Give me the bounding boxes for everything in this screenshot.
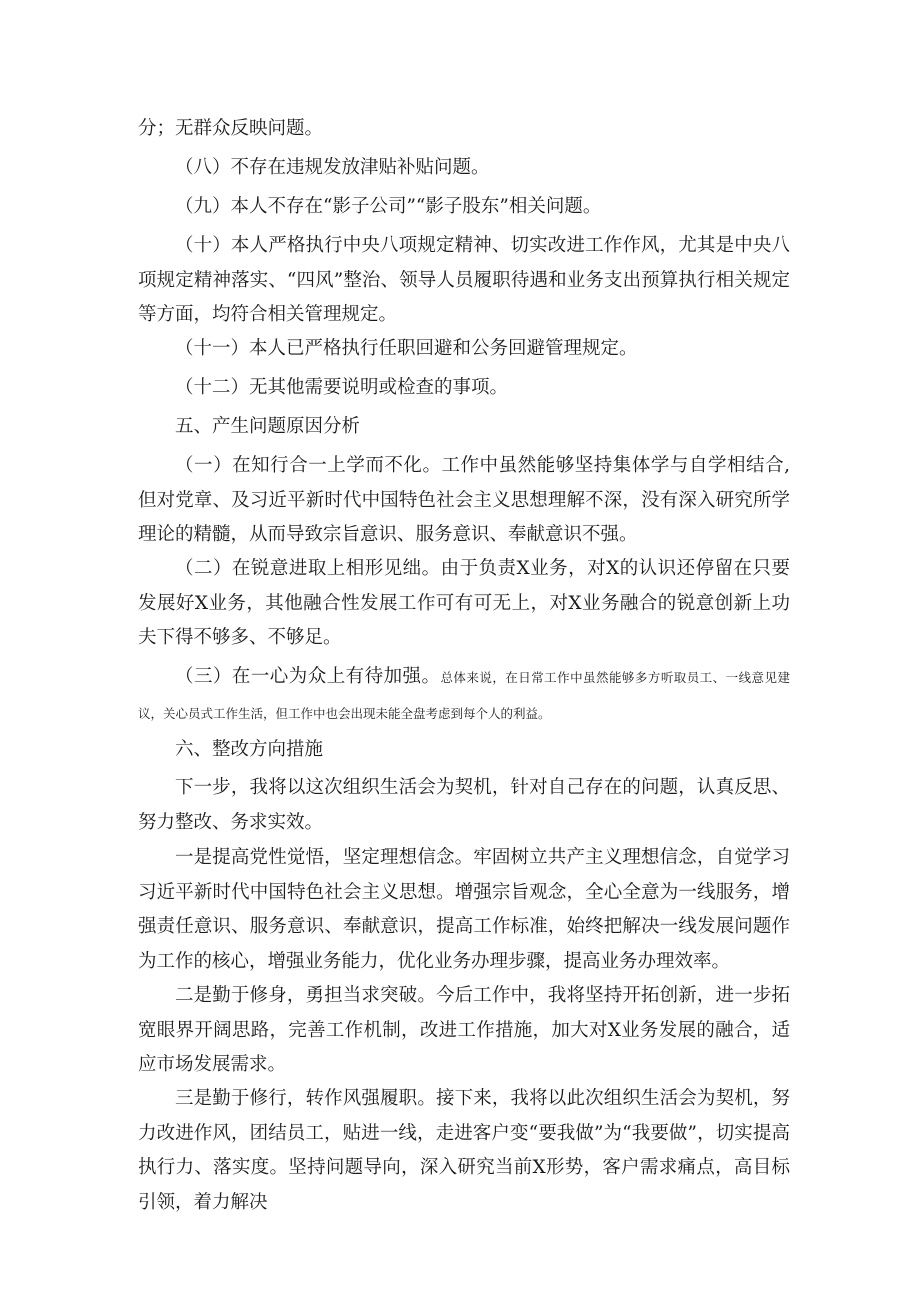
item-10: （十）本人严格执行中央八项规定精神、切实改进工作作风，尤其是中央八项规定精神落实、“四风”整治、领导人员履职待遇和业务支出预算执行相关规定等方面，均符合相关管理规定。 bbox=[138, 235, 790, 325]
measure-2: 二是勤于修身，勇担当求突破。今后工作中，我将坚持开拓创新，进一步拓宽眼界开阔思路，完善工作机制，改进工作措施，加大对X业务发展的融合，适应市场发展需求。 bbox=[138, 985, 790, 1075]
item-9: （九）本人不存在“影子公司”“影子股东”相关问题。 bbox=[175, 196, 602, 217]
section-heading-6: 六、整改方向措施 bbox=[175, 739, 324, 760]
item-8: （八）不存在违规发放津贴补贴问题。 bbox=[175, 157, 490, 178]
item-12: （十二）无其他需要说明或检查的事项。 bbox=[175, 377, 509, 398]
measure-3: 三是勤于修行，转作风强履职。接下来，我将以此次组织生活会为契机，努力改进作风，团结员工，贴进一线，走进客户变“要我做”为“我要做”，切实提高执行力、落实度。坚持问题导向，深入研究当前X形势，客户需求痛点，高目标引领，着力解决 bbox=[138, 1088, 790, 1213]
measures-intro: 下一步，我将以这次组织生活会为契机，针对自己存在的问题，认真反思、努力整改、务求实效。 bbox=[138, 777, 790, 833]
section-heading-5: 五、产生问题原因分析 bbox=[175, 416, 361, 437]
cause-3-title: （三）在一心为众上有待加强。 bbox=[175, 666, 441, 687]
cause-1: （一）在知行合一上学而不化。工作中虽然能够坚持集体学与自学相结合,但对党章、及习近平新时代中国特色社会主义思想理解不深，没有深入研究所学理论的精髓，从而导致宗旨意识、服务意识、奉献意识不强。 bbox=[138, 455, 790, 545]
cause-3-body: 总体来说，在日常工作中虽然能够多方听取员工、一线意见建议，关心员式工作生活，但工作中也会出现未能全盘考虑到每个人的利益。 bbox=[138, 670, 790, 721]
item-11: （十一）本人已严格执行任职回避和公务回避管理规定。 bbox=[175, 338, 638, 359]
measure-1: 一是提高党性觉悟，坚定理想信念。牢固树立共产主义理想信念，自觉学习习近平新时代中国特色社会主义思想。增强宗旨观念，全心全意为一线服务，增强责任意识、服务意识、奉献意识，提高工作标准，始终把解决一线发展问题作为工作的核心，增强业务能力，优化业务办理步骤，提高业务办理效率。 bbox=[138, 847, 790, 972]
cause-3 bbox=[138, 660, 790, 731]
cause-2: （二）在锐意进取上相形见绌。由于负责X业务，对X的认识还停留在只要发展好X业务，其他融合性发展工作可有可无上，对X业务融合的锐意创新上功夫下得不够多、不够足。 bbox=[138, 558, 790, 648]
paragraph-continuation: 分；无群众反映问题。 bbox=[138, 118, 324, 139]
